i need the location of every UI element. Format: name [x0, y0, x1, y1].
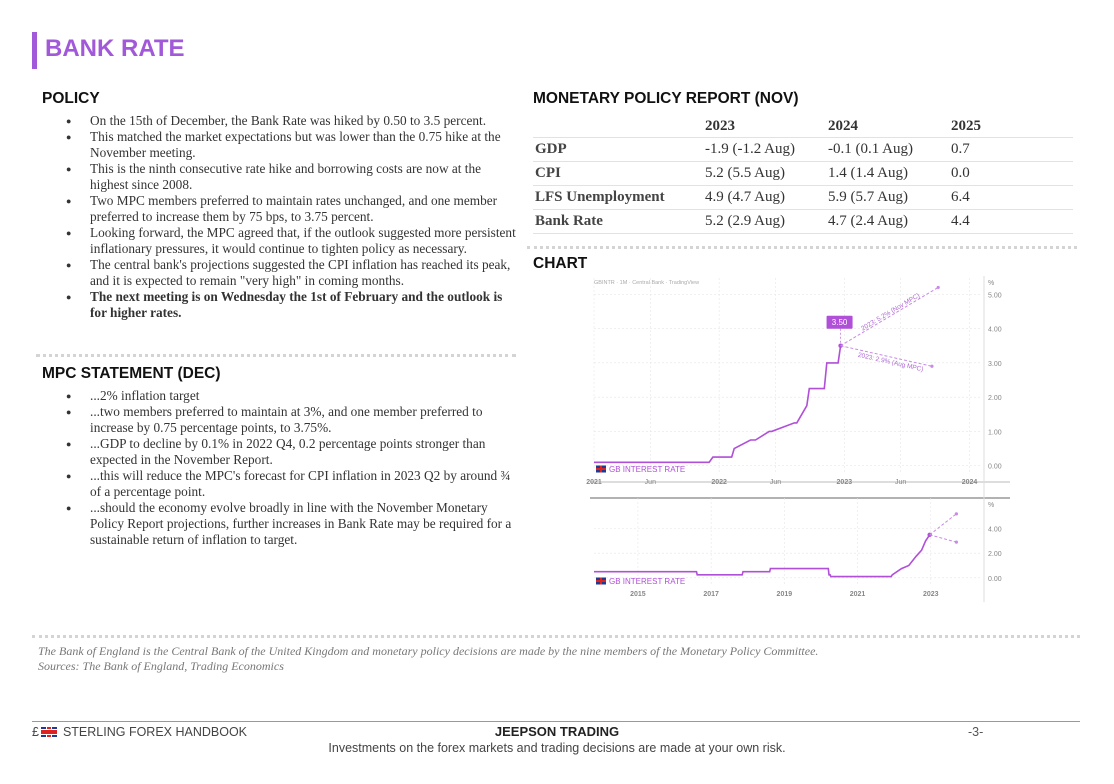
- table-header-row: [533, 115, 1073, 138]
- x-tick-label: 2023: [922, 591, 939, 598]
- row-label: Bank Rate: [533, 210, 703, 234]
- projection-label: 2023: 5.2% (Nov MPC): [860, 292, 922, 333]
- list-item: ● ...this will reduce the MPC's forecast for CPI inflation in 2023 Q2 by around ¾ of a percentage point.: [90, 468, 520, 500]
- list-item: ● The central bank's projections suggested the CPI inflation has reached its peak, and it is expected to remain "very high" in coming months.: [90, 257, 520, 289]
- table-row: [533, 138, 1073, 162]
- policy-heading: POLICY: [42, 90, 100, 107]
- column-header: 2024: [826, 115, 949, 138]
- table-cell: -1.9 (-1.2 Aug): [703, 138, 826, 162]
- table-cell: 5.2 (2.9 Aug): [703, 210, 826, 234]
- list-item: ● ...two members preferred to maintain at 3%, and one member preferred to increase by 0.75 percentage points, to 3.75%.: [90, 404, 520, 436]
- mpc-heading: MPC STATEMENT (DEC): [42, 365, 221, 382]
- x-tick-label: 2017: [703, 591, 719, 598]
- legend-label: GB INTEREST RATE: [609, 577, 686, 586]
- page-title: BANK RATE: [45, 35, 185, 62]
- y-tick-label: 5.00: [988, 292, 1002, 300]
- x-tick-label: 2024: [961, 479, 978, 486]
- x-tick-label: 2019: [776, 591, 793, 598]
- disclaimer: Investments on the forex markets and trading decisions are made at your own risk.: [328, 741, 786, 755]
- list-item: ● ...2% inflation target: [90, 388, 520, 404]
- table-cell: 6.4: [949, 186, 1073, 210]
- list-item: ● Looking forward, the MPC agreed that, if the outlook suggested more persistent inflationary pressures, it would continue to tighten policy as necessary.: [90, 225, 520, 257]
- mpc-list: [90, 388, 520, 548]
- list-item: ● On the 15th of December, the Bank Rate was hiked by 0.50 to 3.5 percent.: [90, 113, 520, 129]
- interest-rate-chart: [586, 276, 1020, 606]
- chart-title: GBINTR · 1M · Central Bank · TradingView: [594, 280, 700, 286]
- table-cell: 5.2 (5.5 Aug): [703, 162, 826, 186]
- policy-list: [90, 113, 520, 321]
- x-tick-label: 2022: [711, 479, 727, 486]
- table-row: [533, 186, 1073, 210]
- projection-end-marker: [930, 365, 933, 368]
- table-cell: 5.9 (5.7 Aug): [826, 186, 949, 210]
- footer-company: JEEPSON TRADING: [494, 724, 620, 739]
- footnote-text: The Bank of England is the Central Bank of the United Kingdom and monetary policy decisions are made by the nine members of the Monetary Policy Committee.: [38, 644, 819, 658]
- table-cell: 1.4 (1.4 Aug): [826, 162, 949, 186]
- footnote: [38, 644, 818, 673]
- chart-heading: CHART: [533, 255, 588, 272]
- handbook-title: STERLING FOREX HANDBOOK: [62, 725, 248, 739]
- column-header: [533, 115, 703, 138]
- x-tick-label: 2015: [630, 591, 646, 598]
- sources-text: Sources: The Bank of England, Trading Economics: [38, 658, 284, 673]
- y-tick-label: 0.00: [988, 463, 1002, 471]
- column-header: 2025: [949, 115, 1073, 138]
- page-number: -3-: [968, 725, 984, 739]
- x-tick-label: Jun: [894, 479, 907, 486]
- column-header: 2023: [703, 115, 826, 138]
- x-tick-label: 2021: [849, 591, 866, 598]
- y-tick-label: 4.00: [988, 326, 1002, 334]
- row-label: GDP: [533, 138, 703, 162]
- projection-end-marker: [955, 541, 958, 544]
- list-item: ● This matched the market expectations but was lower than the 0.75 hike at the November meeting.: [90, 129, 520, 161]
- y-tick-label: 2.00: [988, 551, 1002, 559]
- list-item: ● The next meeting is on Wednesday the 1st of February and the outlook is for higher rates.: [90, 289, 520, 321]
- series-line: [594, 535, 930, 577]
- table-cell: -0.1 (0.1 Aug): [826, 138, 949, 162]
- projection-line: [930, 535, 957, 542]
- footer-divider: [32, 721, 1080, 722]
- series-line: [594, 346, 841, 463]
- projection-line: [930, 514, 957, 535]
- list-item: ● This is the ninth consecutive rate hike and borrowing costs are now at the highest since 2008.: [90, 161, 520, 193]
- mpr-heading: MONETARY POLICY REPORT (NOV): [533, 90, 799, 107]
- uk-flag-icon: [596, 580, 606, 582]
- table-cell: 0.0: [949, 162, 1073, 186]
- current-value-label: 3.50: [831, 318, 848, 328]
- mpr-table: [533, 115, 1073, 234]
- list-item: ● ...should the economy evolve broadly in line with the November Monetary Policy Report projections, further increases in Bank Rate may be required for a sustainable return of inflation to target.: [90, 500, 520, 548]
- y-unit-label: %: [988, 280, 995, 287]
- legend-label: GB INTEREST RATE: [609, 465, 686, 474]
- y-tick-label: 2.00: [988, 395, 1002, 403]
- y-unit-label: %: [988, 502, 995, 509]
- y-tick-label: 4.00: [988, 526, 1002, 534]
- table-cell: 0.7: [949, 138, 1073, 162]
- title-accent-bar: [32, 32, 37, 69]
- x-tick-label: Jun: [644, 479, 656, 486]
- table-row: [533, 162, 1073, 186]
- y-tick-label: 1.00: [988, 429, 1002, 437]
- chart-container: [586, 276, 1020, 606]
- x-tick-label: 2021: [586, 479, 602, 486]
- row-label: LFS Unemployment: [533, 186, 703, 210]
- row-label: CPI: [533, 162, 703, 186]
- table-row: [533, 210, 1073, 234]
- table-cell: 4.4: [949, 210, 1073, 234]
- x-tick-label: 2023: [836, 479, 853, 486]
- projection-end-marker: [937, 286, 940, 289]
- x-tick-label: Jun: [769, 479, 782, 486]
- list-item: ● ...GDP to decline by 0.1% in 2022 Q4, 0.2 percentage points stronger than expected in the November Report.: [90, 436, 520, 468]
- divider: [36, 354, 516, 357]
- divider: [527, 246, 1077, 249]
- table-cell: 4.7 (2.4 Aug): [826, 210, 949, 234]
- y-tick-label: 0.00: [988, 575, 1002, 583]
- projection-end-marker: [955, 512, 958, 515]
- y-tick-label: 3.00: [988, 360, 1002, 368]
- currency-symbol: £: [32, 725, 39, 739]
- list-item: ● Two MPC members preferred to maintain rates unchanged, and one member preferred to increase them by 75 bps, to 3.75 percent.: [90, 193, 520, 225]
- uk-flag-icon: [596, 468, 606, 470]
- divider: [32, 635, 1080, 638]
- projection-label: 2023: 2.9% (Aug MPC): [857, 351, 924, 374]
- table-cell: 4.9 (4.7 Aug): [703, 186, 826, 210]
